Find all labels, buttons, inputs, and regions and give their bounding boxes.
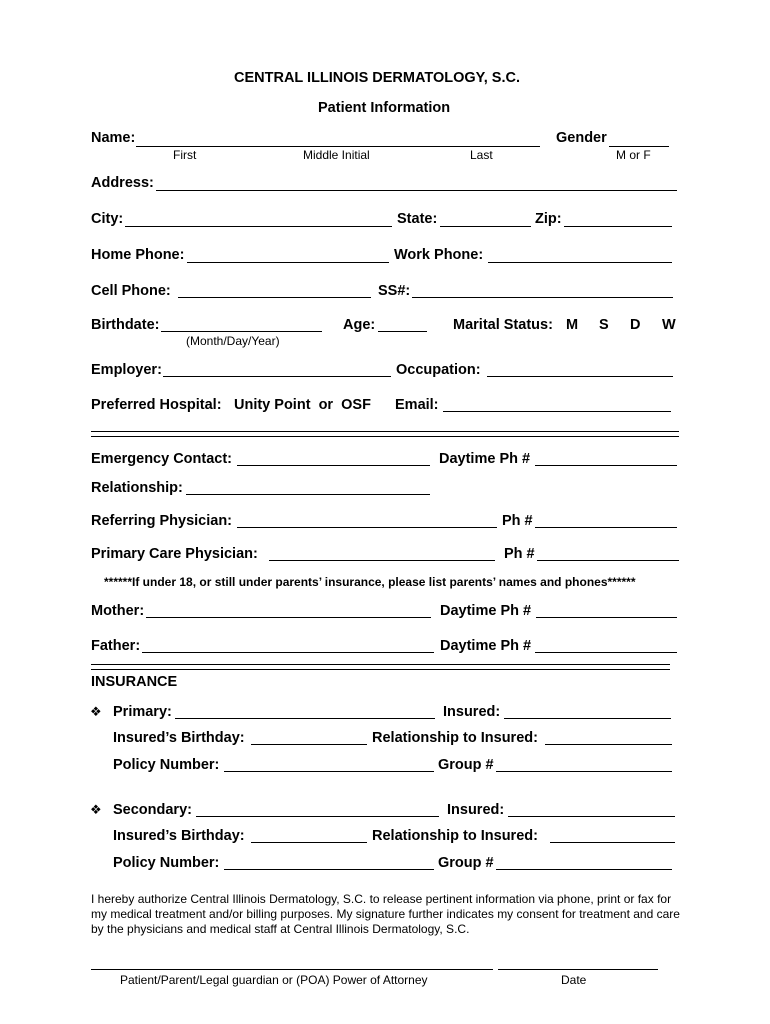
gender-hint: M or F — [616, 148, 651, 162]
primary-policy-label: Policy Number: — [113, 757, 220, 773]
employer-label: Employer: — [91, 362, 162, 378]
address-field[interactable] — [156, 190, 677, 191]
marital-status-label: Marital Status: — [453, 317, 553, 333]
gender-field[interactable] — [609, 146, 669, 147]
occupation-label: Occupation: — [396, 362, 481, 378]
secondary-policy-field[interactable] — [224, 869, 434, 870]
marital-option-m[interactable]: M — [566, 317, 579, 333]
marital-option-w[interactable]: W — [662, 317, 676, 333]
diamond-bullet-icon: ❖ — [90, 704, 102, 719]
name-field[interactable] — [136, 146, 540, 147]
city-field[interactable] — [125, 226, 392, 227]
mother-daytime-label: Daytime Ph # — [440, 603, 532, 619]
date-field[interactable] — [498, 969, 658, 970]
secondary-insurance-label: Secondary: — [113, 802, 192, 818]
emergency-daytime-label: Daytime Ph # — [439, 451, 531, 467]
primary-policy-field[interactable] — [224, 771, 434, 772]
primary-group-field[interactable] — [496, 771, 672, 772]
name-last-hint: Last — [470, 148, 493, 162]
consent-text: I hereby authorize Central Illinois Dermatology, S.C. to release pertinent information via phone, print or fax for my medical treatment and/or billing purposes. My signature further indicates my consent for treatment and care by the physicians and medical staff at Central Illinois Dermatology, S.C. — [91, 892, 680, 936]
primary-group-label: Group # — [438, 757, 494, 773]
secondary-policy-label: Policy Number: — [113, 855, 220, 871]
form-title: CENTRAL ILLINOIS DERMATOLOGY, S.C. — [234, 70, 520, 86]
birthdate-hint: (Month/Day/Year) — [186, 334, 280, 348]
referring-physician-field[interactable] — [237, 527, 497, 528]
primary-insurance-field[interactable] — [175, 718, 435, 719]
signature-field[interactable] — [91, 969, 493, 970]
mother-daytime-field[interactable] — [536, 617, 677, 618]
section-divider — [91, 431, 679, 432]
relationship-label: Relationship: — [91, 480, 183, 496]
occupation-field[interactable] — [487, 376, 673, 377]
city-label: City: — [91, 211, 124, 227]
section-divider — [91, 664, 670, 665]
emergency-contact-field[interactable] — [237, 465, 430, 466]
home-phone-field[interactable] — [187, 262, 389, 263]
section-divider — [91, 669, 670, 670]
marital-option-d[interactable]: D — [630, 317, 641, 333]
father-daytime-label: Daytime Ph # — [440, 638, 532, 654]
name-first-hint: First — [173, 148, 197, 162]
primary-care-ph-label: Ph # — [504, 546, 535, 562]
form-subtitle: Patient Information — [318, 100, 451, 116]
home-phone-label: Home Phone: — [91, 247, 185, 263]
cell-phone-label: Cell Phone: — [91, 283, 171, 299]
state-field[interactable] — [440, 226, 531, 227]
preferred-hospital-label: Preferred Hospital: — [91, 397, 222, 413]
father-daytime-field[interactable] — [535, 652, 677, 653]
work-phone-field[interactable] — [488, 262, 672, 263]
diamond-bullet-icon: ❖ — [90, 802, 102, 817]
secondary-relationship-field[interactable] — [550, 842, 675, 843]
mother-field[interactable] — [146, 617, 431, 618]
employer-field[interactable] — [163, 376, 391, 377]
secondary-group-label: Group # — [438, 855, 494, 871]
hospital-options[interactable]: Unity Point or OSF — [234, 397, 371, 413]
emergency-daytime-field[interactable] — [535, 465, 677, 466]
primary-relationship-field[interactable] — [545, 744, 672, 745]
name-label: Name: — [91, 130, 136, 146]
secondary-group-field[interactable] — [496, 869, 672, 870]
primary-relationship-label: Relationship to Insured: — [372, 730, 538, 746]
minor-note: ******If under 18, or still under parents’ insurance, please list parents’ names and phones****** — [104, 575, 636, 589]
father-field[interactable] — [142, 652, 434, 653]
name-middle-hint: Middle Initial — [303, 148, 370, 162]
insurance-heading: INSURANCE — [91, 674, 178, 690]
emergency-contact-label: Emergency Contact: — [91, 451, 233, 467]
referring-ph-field[interactable] — [535, 527, 677, 528]
ss-label: SS#: — [378, 283, 411, 299]
primary-insured-field[interactable] — [504, 718, 671, 719]
secondary-insured-field[interactable] — [508, 816, 675, 817]
ss-field[interactable] — [412, 297, 673, 298]
primary-insured-label: Insured: — [443, 704, 501, 720]
work-phone-label: Work Phone: — [394, 247, 484, 263]
signature-label: Patient/Parent/Legal guardian or (POA) Power of Attorney — [120, 973, 428, 987]
section-divider — [91, 436, 679, 437]
secondary-insured-label: Insured: — [447, 802, 505, 818]
gender-label: Gender — [556, 130, 607, 146]
email-label: Email: — [395, 397, 439, 413]
state-label: State: — [397, 211, 438, 227]
date-label: Date — [561, 973, 587, 987]
secondary-insured-birthday-field[interactable] — [251, 842, 367, 843]
primary-insurance-label: Primary: — [113, 704, 172, 720]
zip-field[interactable] — [564, 226, 672, 227]
address-label: Address: — [91, 175, 154, 191]
secondary-relationship-label: Relationship to Insured: — [372, 828, 538, 844]
secondary-insurance-field[interactable] — [196, 816, 439, 817]
birthdate-label: Birthdate: — [91, 317, 160, 333]
email-field[interactable] — [443, 411, 671, 412]
primary-care-label: Primary Care Physician: — [91, 546, 258, 562]
marital-option-s[interactable]: S — [599, 317, 609, 333]
age-field[interactable] — [378, 331, 427, 332]
relationship-field[interactable] — [186, 494, 430, 495]
mother-label: Mother: — [91, 603, 145, 619]
zip-label: Zip: — [535, 211, 562, 227]
referring-physician-label: Referring Physician: — [91, 513, 233, 529]
primary-care-field[interactable] — [269, 560, 495, 561]
secondary-insured-birthday-label: Insured’s Birthday: — [113, 828, 245, 844]
age-label: Age: — [343, 317, 376, 333]
birthdate-field[interactable] — [161, 331, 322, 332]
father-label: Father: — [91, 638, 141, 654]
referring-ph-label: Ph # — [502, 513, 533, 529]
primary-insured-birthday-label: Insured’s Birthday: — [113, 730, 245, 746]
primary-care-ph-field[interactable] — [537, 560, 679, 561]
primary-insured-birthday-field[interactable] — [251, 744, 367, 745]
cell-phone-field[interactable] — [178, 297, 371, 298]
